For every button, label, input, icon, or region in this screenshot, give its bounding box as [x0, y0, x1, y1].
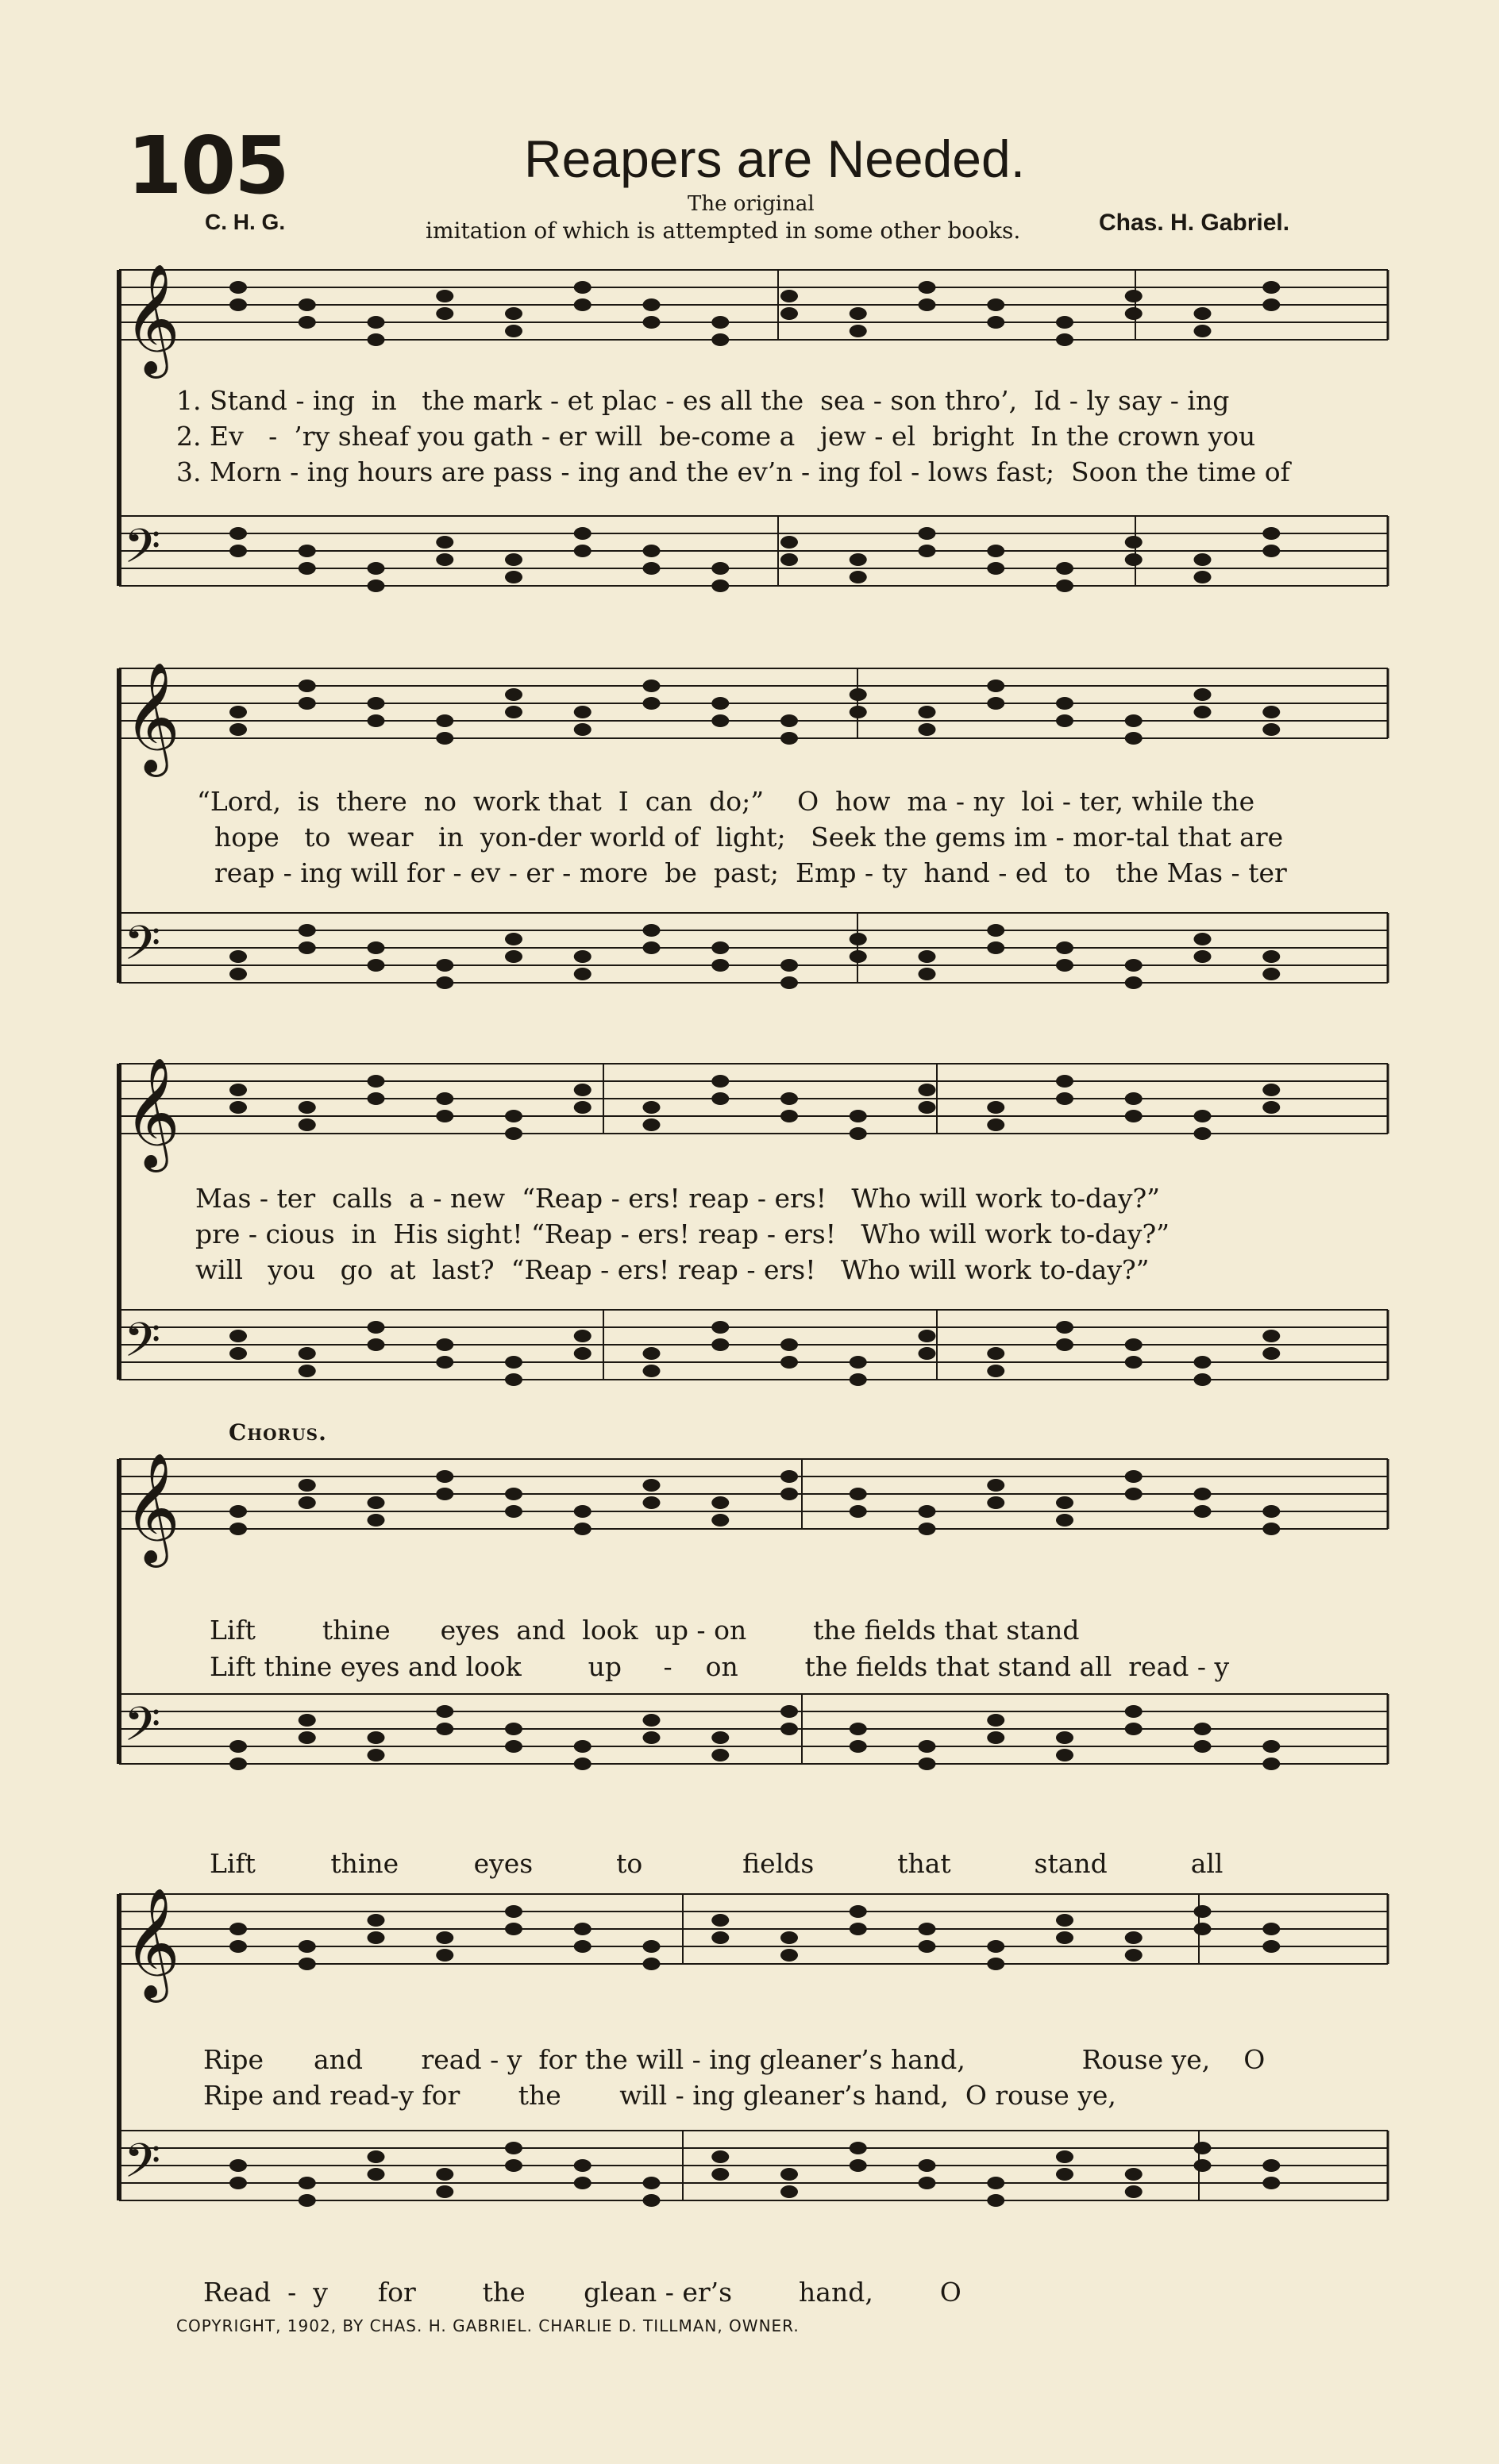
svg-text:𝄞: 𝄞: [124, 662, 180, 772]
chorus-label: Chorus.: [229, 1419, 327, 1446]
composer-name: Chas. H. Gabriel.: [1099, 210, 1290, 236]
lyricist-initials: C. H. G.: [205, 210, 286, 234]
system3-verse1: Mas - ter calls a - new “Reap - ers! reap - ers! Who will work to-day?”: [195, 1183, 1161, 1214]
system5-lower-lyric: Ripe and read-y for the will - ing gleaner’s hand, O rouse ye,: [203, 2080, 1116, 2111]
svg-text:𝄢: 𝄢: [124, 1312, 161, 1379]
source-note-line-1: The original: [688, 192, 815, 216]
hymn-title: Reapers are Needed.: [524, 129, 1026, 188]
system1-verse3: 3. Morn - ing hours are pass - ing and the ev’n - ing fol - lows fast; Soon the time of: [176, 456, 1290, 487]
source-note-line-2: imitation of which is attempted in some other books.: [426, 218, 1021, 244]
clef-glyphs: [124, 264, 180, 2200]
svg-text:𝄢: 𝄢: [124, 915, 161, 982]
system1-verse1: 1. Stand - ing in the mark - et plac - es all the sea - son thro’, Id - ly say - ing: [176, 385, 1230, 416]
svg-text:𝄞: 𝄞: [124, 1057, 180, 1168]
svg-text:𝄞: 𝄞: [124, 1453, 180, 1563]
svg-text:𝄞: 𝄞: [124, 264, 180, 374]
system4-bass-lyric: Lift thine eyes to fields that stand all: [210, 1848, 1223, 1879]
system5-bass-lyric: Read - y for the glean - er’s hand, O: [203, 2277, 961, 2308]
system2-verse2: hope to wear in yon-der world of light; Seek the gems im - mor-tal that are: [214, 822, 1284, 853]
svg-text:𝄢: 𝄢: [124, 518, 161, 585]
copyright-notice: COPYRIGHT, 1902, BY CHAS. H. GABRIEL. CHARLIE D. TILLMAN, OWNER.: [176, 2316, 800, 2335]
svg-text:𝄢: 𝄢: [124, 1696, 161, 1763]
hymn-number: 105: [127, 119, 288, 212]
svg-text:𝄞: 𝄞: [124, 1888, 180, 1998]
system1-verse2: 2. Ev - ’ry sheaf you gath - er will be-come a jew - el bright In the crown you: [176, 421, 1256, 452]
system3-verse2: pre - cious in His sight! “Reap - ers! reap - ers! Who will work to-day?”: [195, 1219, 1170, 1249]
system4-lower-lyric: Lift thine eyes and look up - on the fields that stand all read - y: [210, 1651, 1230, 1682]
system2-verse3: reap - ing will for - ev - er - more be past; Emp - ty hand - ed to the Mas - ter: [214, 857, 1287, 888]
system2-verse1: “Lord, is there no work that I can do;” O how ma - ny loi - ter, while the: [197, 786, 1255, 817]
system5-upper-lyric: Ripe and read - y for the will - ing gleaner’s hand, Rouse ye, O: [203, 2044, 1266, 2075]
system3-verse3: will you go at last? “Reap - ers! reap - ers! Who will work to-day?”: [195, 1254, 1150, 1285]
system4-upper-lyric: Lift thine eyes and look up - on the fields that stand: [210, 1615, 1080, 1646]
svg-text:𝄢: 𝄢: [124, 2133, 161, 2200]
